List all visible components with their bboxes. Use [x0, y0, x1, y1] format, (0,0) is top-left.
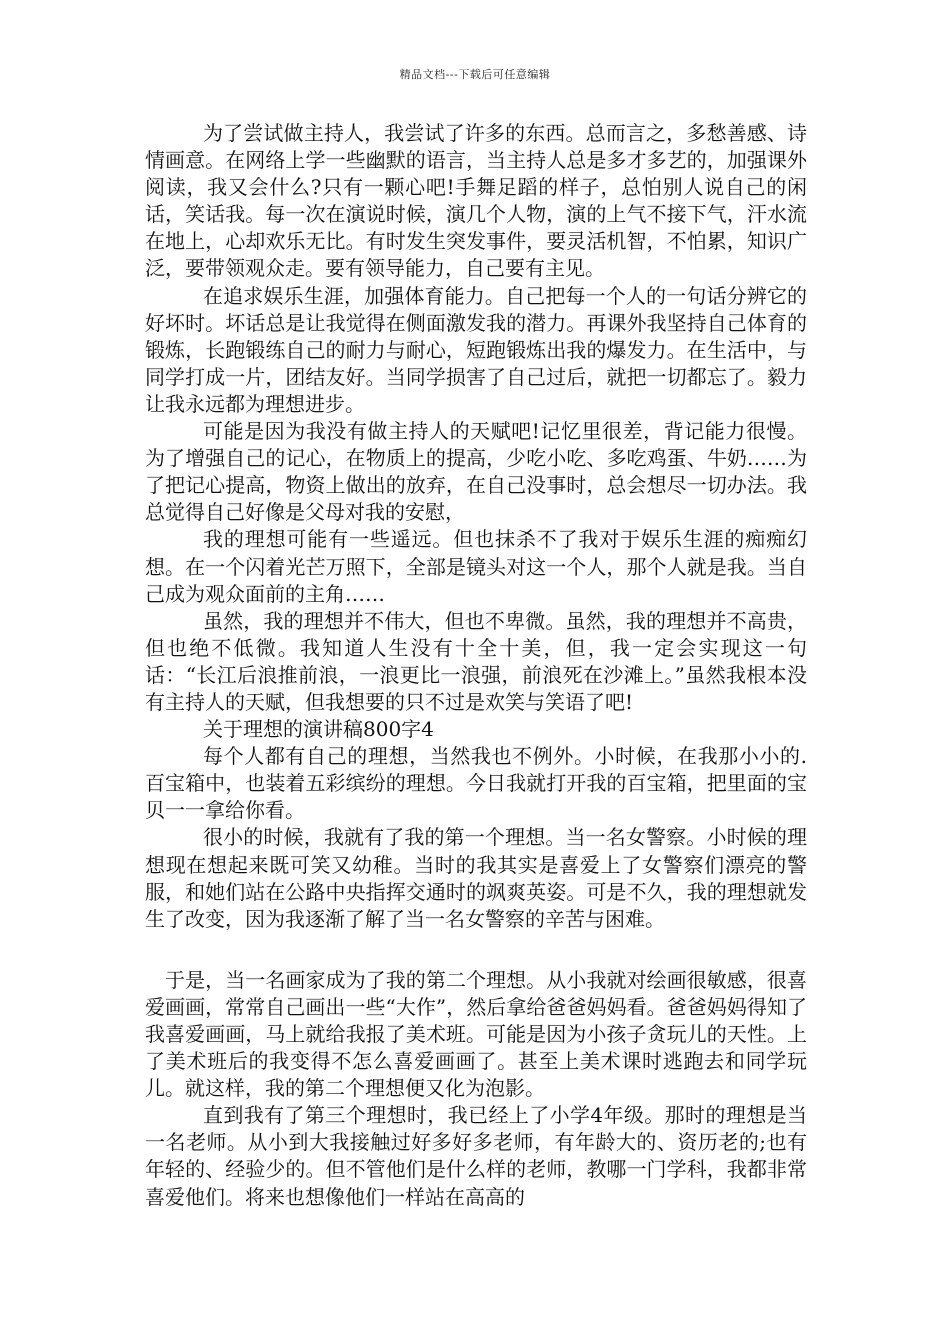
document-body — [145, 120, 807, 1211]
paragraph: 每个人都有自己的理想，当然我也不例外。小时候，在我那小小的.百宝箱中，也装着五彩缤纷的理想。今日我就打开我的百宝箱，把里面的宝贝一一拿给你看。 — [145, 744, 807, 823]
paragraph: 为了尝试做主持人，我尝试了许多的东西。总而言之，多愁善感、诗情画意。在网络上学一些幽默的语言，当主持人总是多才多艺的，加强课外阅读，我又会什么?只有一颗心吧!手舞足蹈的样子，总怕别人说自己的闲话，笑话我。每一次在演说时候，演几个人物，演的上气不接下气，汗水流在地上，心却欢乐无比。有时发生突发事件，要灵活机智，不怕累，知识广泛，要带领观众走。要有领导能力，自己要有主见。 — [145, 121, 807, 281]
section-heading: 关于理想的演讲稿800字4 — [203, 717, 434, 742]
paragraph: 直到我有了第三个理想时，我已经上了小学4年级。那时的理想是当一名老师。从小到大我接触过好多好多老师，有年龄大的、资历老的;也有年轻的、经验少的。但不管他们是什么样的老师，教哪一门学科，我都非常喜爱他们。将来也想像他们一样站在高高的 — [145, 1103, 807, 1209]
paragraph: 在追求娱乐生涯，加强体育能力。自己把每一个人的一句话分辨它的好坏时。坏话总是让我觉得在侧面激发我的潜力。再课外我坚持自己体育的锻炼，长跑锻练自己的耐力与耐心，短跑锻炼出我的爆发力。在生活中，与同学打成一片，团结友好。当同学损害了自己过后，就把一切都忘了。毅力让我永远都为理想进步。 — [145, 283, 807, 416]
paragraph: 很小的时候，我就有了我的第一个理想。当一名女警察。小时候的理想现在想起来既可笑又幼稚。当时的我其实是喜爱上了女警察们漂亮的警服，和她们站在公路中央指挥交通时的飒爽英姿。可是不久，我的理想就发生了改变，因为我逐渐了解了当一名女警察的辛苦与困难。 — [145, 825, 807, 931]
paragraph: 可能是因为我没有做主持人的天赋吧!记忆里很差，背记能力很慢。为了增强自己的记心，在物质上的提高，少吃小吃、多吃鸡蛋、牛奶……为了把记心提高，物资上做出的放弃，在自己没事时，总会想尽一切办法。我总觉得自己好像是父母对我的安慰， — [145, 419, 807, 525]
paragraph: 虽然，我的理想并不伟大，但也不卑微。虽然，我的理想并不高贵，但也绝不低微。我知道人生没有十全十美，但，我一定会实现这一句话：“长江后浪推前浪，一浪更比一浪强，前浪死在沙滩上。”虽然我根本没有主持人的天赋，但我想要的只不过是欢笑与笑语了吧! — [145, 608, 807, 714]
page-header: 精品文档---下载后可任意编辑 — [399, 68, 551, 81]
paragraph: 于是，当一名画家成为了我的第二个理想。从小我就对绘画很敏感，很喜爱画画，常常自己画出一些“大作”，然后拿给爸爸妈妈看。爸爸妈妈得知了我喜爱画画，马上就给我报了美术班。可能是因为小孩子贪玩儿的天性。上了美术班后的我变得不怎么喜爱画画了。甚至上美术课时逃跑去和同学玩儿。就这样，我的第二个理想便又化为泡影。 — [145, 967, 807, 1101]
blank-line — [145, 933, 807, 967]
paragraph: 我的理想可能有一些遥远。但也抹杀不了我对于娱乐生涯的痴痴幻想。在一个闪着光芒万照下，全部是镜头对这一个人，那个人就是我。当自己成为观众面前的主角…… — [145, 527, 807, 606]
